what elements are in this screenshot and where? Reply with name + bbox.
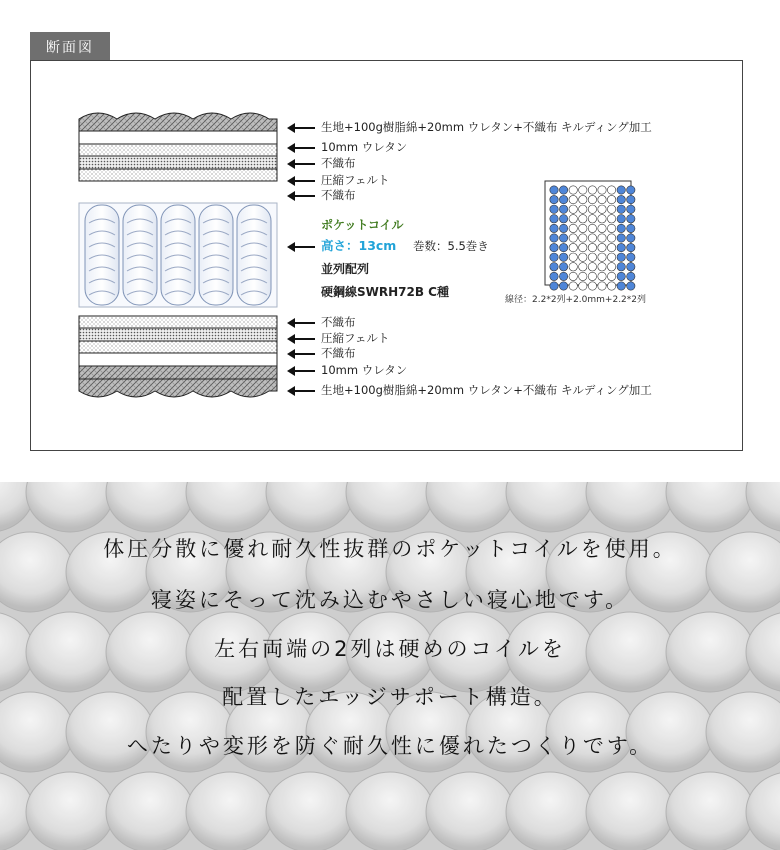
center-coil-circle (579, 195, 587, 203)
center-coil-circle (579, 272, 587, 280)
center-coil-circle (598, 234, 606, 242)
center-coil-circle (579, 205, 587, 213)
center-coil-circle (598, 282, 606, 290)
edge-coil-circle (550, 282, 558, 290)
layer-label-top-5: 不織布 (321, 188, 356, 202)
bottom-urethane-layer (79, 353, 277, 366)
center-coil-circle (569, 195, 577, 203)
center-coil-circle (598, 243, 606, 251)
edge-coil-circle (550, 186, 558, 194)
center-coil-circle (569, 282, 577, 290)
coil-height: 高さ：13cm (321, 238, 397, 253)
edge-coil-circle (627, 263, 635, 271)
edge-coil-circle (617, 234, 625, 242)
center-coil-circle (569, 243, 577, 251)
pocket-coils (85, 205, 271, 305)
center-coil-circle (569, 272, 577, 280)
edge-coil-circle (559, 253, 567, 261)
top-quilt-layer (79, 113, 277, 131)
edge-coil-circle (550, 195, 558, 203)
center-coil-circle (579, 234, 587, 242)
edge-coil-circle (627, 224, 635, 232)
center-coil-circle (607, 205, 615, 213)
center-coil-circle (598, 224, 606, 232)
wire-diameter-note: 線径：2.2*2列+2.0mm+2.2*2列 (505, 295, 647, 305)
edge-coil-circle (617, 263, 625, 271)
center-coil-circle (588, 195, 596, 203)
edge-coil-circle (559, 215, 567, 223)
center-coil-circle (598, 195, 606, 203)
edge-coil-circle (559, 195, 567, 203)
coil-photo-background (0, 482, 780, 850)
edge-coil-circle (617, 243, 625, 251)
center-coil-circle (588, 186, 596, 194)
layer-label-bottom-1: 不織布 (321, 315, 356, 329)
center-coil-circle (598, 263, 606, 271)
center-coil-circle (588, 282, 596, 290)
center-coil-circle (569, 253, 577, 261)
edge-coil-circle (559, 224, 567, 232)
layer-label-bottom-3: 不織布 (321, 346, 356, 360)
top-nonwoven-1 (79, 144, 277, 156)
description-line-3: 左右両端の2列は硬めのコイルを (214, 637, 566, 661)
center-coil-circle (569, 215, 577, 223)
edge-coil-circle (550, 253, 558, 261)
center-coil-circle (607, 243, 615, 251)
top-nonwoven-2 (79, 169, 277, 181)
center-coil-circle (588, 253, 596, 261)
cross-section-diagram (30, 60, 743, 451)
edge-coil-circle (617, 186, 625, 194)
center-coil-circle (607, 224, 615, 232)
bottom-nonwoven-1 (79, 316, 277, 328)
edge-coil-circle (559, 263, 567, 271)
center-coil-circle (588, 234, 596, 242)
top-felt-layer (79, 156, 277, 169)
center-coil-circle (588, 224, 596, 232)
edge-coil-circle (617, 224, 625, 232)
bottom-nonwoven-2 (79, 341, 277, 353)
center-coil-circle (569, 205, 577, 213)
center-coil-circle (607, 234, 615, 242)
center-coil-circle (569, 263, 577, 271)
edge-coil-circle (617, 272, 625, 280)
layer-label-top-1: 生地+100g樹脂綿+20mm ウレタン+不織布 キルディング加工 (321, 120, 652, 134)
center-coil-circle (598, 272, 606, 280)
edge-coil-circle (550, 234, 558, 242)
edge-coil-circle (559, 272, 567, 280)
coil-wire: 硬鋼線SWRH72B C種 (321, 285, 449, 299)
center-coil-circle (588, 205, 596, 213)
center-coil-circle (588, 272, 596, 280)
edge-coil-circle (627, 195, 635, 203)
description-line-5: へたりや変形を防ぐ耐久性に優れたつくりです。 (126, 734, 654, 758)
description-line-1: 体圧分散に優れ耐久性抜群のポケットコイルを使用。 (103, 537, 677, 561)
layer-label-bottom-2: 圧縮フェルト (321, 331, 390, 345)
center-coil-circle (579, 253, 587, 261)
edge-coil-circle (617, 205, 625, 213)
layer-label-bottom-4: 10mm ウレタン (321, 363, 408, 377)
center-coil-circle (579, 224, 587, 232)
edge-coil-circle (627, 205, 635, 213)
edge-coil-circle (550, 243, 558, 251)
center-coil-circle (579, 243, 587, 251)
edge-coil-circle (617, 215, 625, 223)
edge-coil-circle (627, 234, 635, 242)
edge-coil-circle (550, 205, 558, 213)
edge-coil-circle (627, 186, 635, 194)
center-coil-circle (569, 186, 577, 194)
center-coil-circle (579, 263, 587, 271)
edge-coil-circle (627, 215, 635, 223)
coil-name: ポケットコイル (321, 218, 404, 232)
top-urethane-layer (79, 131, 277, 144)
edge-coil-circle (617, 282, 625, 290)
edge-coil-circle (617, 253, 625, 261)
layer-label-top-3: 不織布 (321, 156, 356, 170)
center-coil-circle (607, 263, 615, 271)
center-coil-circle (579, 186, 587, 194)
layer-label-top-2: 10mm ウレタン (321, 140, 408, 154)
edge-coil-circle (559, 282, 567, 290)
edge-coil-circle (627, 282, 635, 290)
edge-coil-circle (559, 186, 567, 194)
center-coil-circle (598, 253, 606, 261)
coil-arrangement: 並列配列 (321, 262, 370, 276)
section-tag: 断面図 (30, 32, 110, 61)
center-coil-circle (607, 195, 615, 203)
center-coil-circle (569, 224, 577, 232)
center-coil-circle (598, 186, 606, 194)
center-coil-circle (588, 263, 596, 271)
bottom-quilt-layer (79, 379, 277, 397)
edge-coil-circle (550, 263, 558, 271)
center-coil-circle (579, 282, 587, 290)
edge-coil-circle (617, 195, 625, 203)
layer-label-top-4: 圧縮フェルト (321, 173, 390, 187)
center-coil-circle (607, 282, 615, 290)
edge-coil-circle (559, 205, 567, 213)
edge-coil-circle (627, 243, 635, 251)
center-coil-circle (598, 215, 606, 223)
coil-turns: 巻数：5.5巻き (413, 239, 489, 253)
center-coil-circle (588, 215, 596, 223)
center-coil-circle (607, 215, 615, 223)
edge-coil-circle (627, 253, 635, 261)
center-coil-circle (607, 253, 615, 261)
edge-coil-circle (559, 243, 567, 251)
bottom-felt-layer (79, 328, 277, 341)
center-coil-circle (569, 234, 577, 242)
description-line-2: 寝姿にそって沈み込むやさしい寝心地です。 (150, 588, 630, 612)
description-line-4: 配置したエッジサポート構造。 (222, 685, 558, 709)
center-coil-circle (607, 186, 615, 194)
edge-coil-circle (550, 224, 558, 232)
edge-coil-circle (550, 215, 558, 223)
center-coil-circle (607, 272, 615, 280)
edge-coil-circle (627, 272, 635, 280)
edge-coil-circle (559, 234, 567, 242)
center-coil-circle (598, 205, 606, 213)
layer-label-bottom-5: 生地+100g樹脂綿+20mm ウレタン+不織布 キルディング加工 (321, 383, 652, 397)
edge-coil-circle (550, 272, 558, 280)
center-coil-circle (588, 243, 596, 251)
center-coil-circle (579, 215, 587, 223)
